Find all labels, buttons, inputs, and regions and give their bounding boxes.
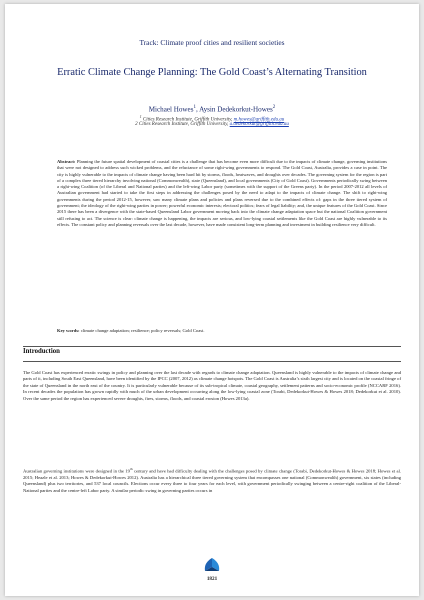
author-email-link[interactable]: a.dedekorkut@griffith.edu.au xyxy=(229,122,289,127)
author-name: Aysin Dedekorkut-Howes xyxy=(199,105,273,114)
affiliation-superscript: 1 xyxy=(139,115,142,119)
keywords-text: climate change adaptation; resilience; policy reversals; Gold Coast. xyxy=(79,328,205,333)
author-name: Michael Howes xyxy=(148,105,194,114)
abstract-block xyxy=(57,159,387,228)
paragraph-text: century and have had difficulty dealing with the challenges posed by climate change (Torabi, Dedekorkut-Howes & Howes 2018; Howes et al. 2015; Heazle et al. 2013; Howes & Dedekorkut-Howes 2012). Australia has a hierarchical three tiered governing system that encompasses one national (Commonwealth) government, six states (including Queensland) plus two territories, and 537 local councils. Elections occur every three to four years for each level, with government periodically swinging between a centre-right coalition of the Liberal-National parties and the centre-left Labor party. A similar periodic swing in governing parties occurs in xyxy=(23,468,401,493)
paragraph-text: Australian governing institutions were designed in the 19 xyxy=(23,468,130,474)
body-paragraph xyxy=(23,466,401,494)
body-paragraph: The Gold Coast has experienced erratic swings in policy and planning over the last decade with regards to climate change adaptation. Queensland is highly vulnerable to the impacts of climate change and parts of it, including South East Queensland, have been identified by the IPCC (2007, 2012) as climate change hotspots. The Gold Coast is Australia’s sixth largest city and is located on the coastal fringe of the state of Queensland in the north east of the country. It is particularly vulnerable because of its sub-tropical climate, coastal geography, settlement patterns and socio-economic profile (NCCARF 2016). In recent decades the population has grown rapidly with much of the urban development occurring along the low-lying coastal zone (Torabi, Dedekorkut-Howes & Howes 2018; Dedekorkut et al. 2010). Over the same period the region has experienced severe droughts, fires, storms, floods, and coastal erosion (Howes 2013a). xyxy=(23,370,401,401)
author-email-link[interactable]: m.howes@griffith.edu.au xyxy=(233,117,285,123)
paper-title: Erratic Climate Change Planning: The Gold Coast’s Alternating Transition xyxy=(57,67,367,78)
paper-page xyxy=(5,4,419,596)
author-superscript: 2 xyxy=(272,105,276,110)
section-divider xyxy=(23,346,401,347)
keywords-label: Key words: xyxy=(57,328,80,333)
author-separator: , xyxy=(195,105,200,114)
abstract-text: Planning the future spatial development of coastal cities is a challenge that has become even more difficult due to the impacts of climate change, governing institutions that were not designed to address such wicked problems, and the reluctance of some right-wing governments to respond. The Gold Coast, Australia, provides a case in point. The city is highly vulnerable to the impacts of climate change having been hard hit by storms, floods, heatwaves, and droughts over decades. The governing system for the region is part of a complex three tiered hierarchy involving national (Commonwealth), state (Queensland), and local governments (City of Gold Coast). Governments periodically swing between a right-wing Coalition (of the Liberal and National parties) and the left-wing Labor party (sometimes with the support of the Greens party). In the period 2007-2012 all levels of Australian government had started to take the first steps in addressing the challenges posed by the need to adapt to the impacts of climate change. The shift to right-wing governments during the period 2012-15, however, saw many climate plans and policies and plans reversed due to the combined effects of: gaps in the three tiered system of government; the ideology of the right-wing parties in power; powerful economic interests; electoral politics; fears of legal liability; and, the unique features of the Gold Coast. Since 2015 there has been a divergence with the state-based Queensland Labor government moving back into the climate change adaptation space but the national Coalition government still refusing to act. The science is clear: climate change is happening, the impacts are serious, and low-lying coastal settlements like the Gold Coast are highly vulnerable to its effects. The constant policy and planning reversals over the last decade, however, have made consistent long-term planning and investment in building resilience very difficult. xyxy=(57,159,387,227)
ordinal-superscript: th xyxy=(129,467,133,471)
section-divider xyxy=(23,361,401,362)
author-line xyxy=(5,105,419,113)
abstract-label: Abstract: xyxy=(57,159,76,164)
keywords-line xyxy=(57,328,387,333)
page-number: 1821 xyxy=(206,576,218,582)
author-superscript: 1 xyxy=(193,105,196,110)
affiliation-text: 2 Cities Research Institute, Griffith University, xyxy=(135,122,230,127)
section-heading-introduction: Introduction xyxy=(23,348,60,355)
university-logo-icon xyxy=(196,557,228,573)
affiliation-2 xyxy=(5,122,419,127)
track-heading: Track: Climate proof cities and resilient societies xyxy=(139,38,285,47)
affiliation-text: Cities Research Institute, Griffith University, xyxy=(142,117,234,123)
